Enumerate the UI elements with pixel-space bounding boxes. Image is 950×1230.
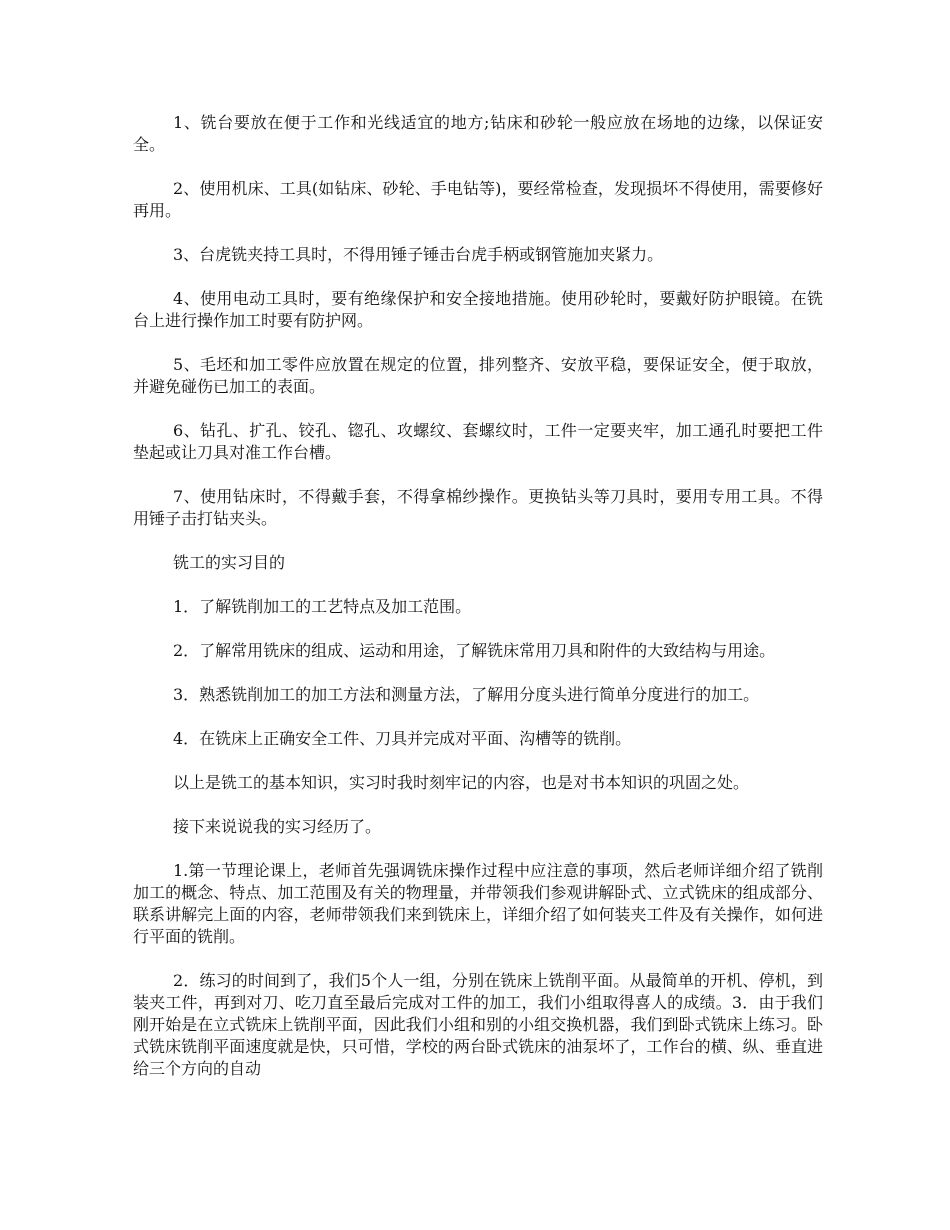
paragraph-summary: 以上是铣工的基本知识，实习时我时刻牢记的内容，也是对书本知识的巩固之处。 [173,773,750,792]
paragraph-transition: 接下来说说我的实习经历了。 [173,817,382,836]
paragraph-safety-2: 2、使用机床、工具(如钻床、砂轮、手电钻等)，要经常检查，发现损坏不得使用，需要修好再用。 [133,179,823,220]
paragraph-safety-5: 5、毛坯和加工零件应放置在规定的位置，排列整齐、安放平稳，要保证安全，便于取放，并避免碰伤已加工的表面。 [133,355,823,396]
paragraph-safety-6: 6、钻孔、扩孔、铰孔、锪孔、攻螺纹、套螺纹时，工件一定要夹牢，加工通孔时要把工件垫起或让刀具对准工作台槽。 [133,421,823,462]
paragraph-goal-1: 1．了解铣削加工的工艺特点及加工范围。 [173,597,472,616]
paragraph-experience-1: 1.第一节理论课上，老师首先强调铣床操作过程中应注意的事项，然后老师详细介绍了铣削加工的概念、特点、加工范围及有关的物理量，并带领我们参观讲解卧式、立式铣床的组成部分、联系讲解完上面的内容，老师带领我们来到铣床上，详细介绍了如何装夹工件及有关操作，如何进行平面的铣削。 [133,861,823,946]
paragraph-safety-7: 7、使用钻床时，不得戴手套，不得拿棉纱操作。更换钻头等刀具时，要用专用工具。不得用锤子击打钻夹头。 [133,487,823,528]
paragraph-experience-2: 2．练习的时间到了，我们5个人一组，分别在铣床上铣削平面。从最简单的开机、停机，到装夹工件，再到对刀、吃刀直至最后完成对工件的加工，我们小组取得喜人的成绩。3．由于我们刚开始是在立式铣床上铣削平面，因此我们小组和别的小组交换机器，我们到卧式铣床上练习。卧式铣床铣削平面速度就是快，只可惜，学校的两台卧式铣床的油泵坏了，工作台的横、纵、垂直进给三个方向的自动 [133,971,823,1078]
paragraph-safety-1: 1、铣台要放在便于工作和光线适宜的地方;钻床和砂轮一般应放在场地的边缘，以保证安全。 [133,113,823,154]
paragraph-safety-4: 4、使用电动工具时，要有绝缘保护和安全接地措施。使用砂轮时，要戴好防护眼镜。在铣台上进行操作加工时要有防护网。 [133,289,823,330]
document-body [133,112,823,1102]
paragraph-goal-4: 4．在铣床上正确安全工件、刀具并完成对平面、沟槽等的铣削。 [173,729,632,748]
section-heading: 铣工的实习目的 [173,553,286,572]
paragraph-goal-2: 2．了解常用铣床的组成、运动和用途，了解铣床常用刀具和附件的大致结构与用途。 [173,641,776,660]
paragraph-safety-3: 3、台虎铣夹持工具时，不得用锤子锤击台虎手柄或钢管施加夹紧力。 [173,245,664,264]
paragraph-goal-3: 3．熟悉铣削加工的加工方法和测量方法，了解用分度头进行简单分度进行的加工。 [173,685,760,704]
